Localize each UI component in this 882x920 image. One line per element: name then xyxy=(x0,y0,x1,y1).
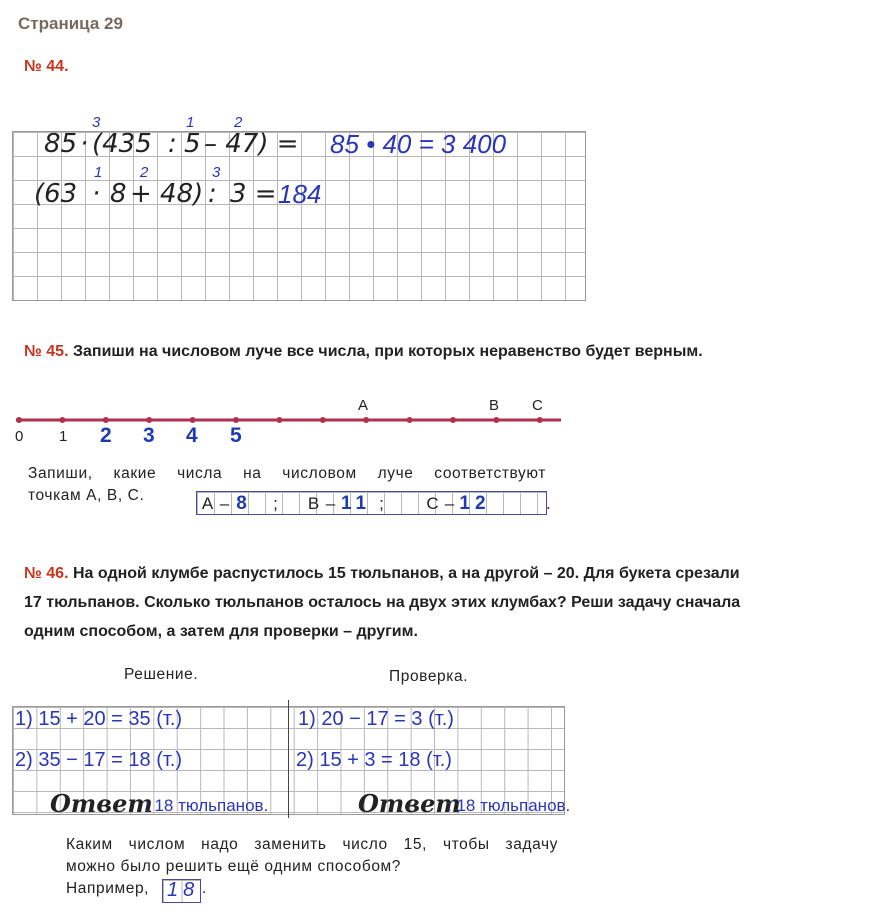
check-label: Проверка. xyxy=(389,668,469,685)
task-44-line2-order-1: 1 xyxy=(94,164,103,181)
answer-a-value: 8 xyxy=(236,493,247,514)
task-44-line1-b: (435 xyxy=(92,129,152,159)
number-line-tick xyxy=(450,417,456,423)
task-46-text-line1: На одной клумбе распустилось 15 тюльпанов, а на другой – 20. Для букета срезали xyxy=(72,565,740,582)
answer-c-dash: – xyxy=(444,494,455,513)
task-44-line2-c: 3 = xyxy=(230,179,277,209)
number-line-tick xyxy=(190,417,196,423)
number-line-tick xyxy=(493,417,499,423)
task-46-heading xyxy=(24,559,740,646)
task-45-question-line1: Запиши, какие числа на числовом луче соответствуют xyxy=(28,465,546,482)
task-46-question-line2: можно было решить ещё одним способом? xyxy=(66,858,402,875)
answer-b-dash: – xyxy=(325,494,336,513)
number-line-tick xyxy=(407,417,413,423)
number-line-tick xyxy=(16,417,22,423)
task-44-number: № 44. xyxy=(24,58,69,75)
task-45-text: Запиши на числовом луче все числа, при которых неравенство будет верным. xyxy=(72,343,703,360)
tick-label-0: 0 xyxy=(15,428,24,445)
task-44-line1-answer: 85 • 40 = 3 400 xyxy=(330,129,507,159)
task-44-line1-colon: : xyxy=(168,129,177,159)
solution-label: Решение. xyxy=(124,666,199,683)
tick-label-1: 1 xyxy=(59,428,68,445)
task-44-line2-b: 8 xyxy=(110,179,127,209)
task-44-line1-order-2: 1 xyxy=(186,114,195,131)
answer-a-dash: – xyxy=(219,494,230,513)
point-label-a: A xyxy=(358,397,369,414)
marked-number-5: 5 xyxy=(230,424,242,447)
task-44-line2-colon: : xyxy=(208,179,217,209)
check-step-1: 1) 20 − 17 = 3 (т.) xyxy=(298,708,454,730)
task-44-line2-a: (63 xyxy=(34,179,78,209)
example-answer-value: 18 xyxy=(167,879,200,901)
answer-separator-2: ; xyxy=(379,494,384,513)
task-45-heading xyxy=(24,343,703,361)
number-line-tick xyxy=(146,417,152,423)
number-line-tick xyxy=(103,417,109,423)
check-answer-word: Ответ xyxy=(358,789,461,818)
task-44-line2-dot: · xyxy=(92,179,101,209)
solution-answer-word: Ответ xyxy=(50,789,153,818)
task-44-line1-a: 85 xyxy=(44,129,78,159)
number-line-tick xyxy=(537,417,543,423)
marked-number-3: 3 xyxy=(143,424,155,447)
answer-c-value: 12 xyxy=(459,493,491,514)
answer-c-letter: C xyxy=(426,494,439,513)
task-44-line1-dot: · xyxy=(80,129,89,159)
task-46-number: № 46. xyxy=(24,565,69,582)
task-46-question-line3: Например, xyxy=(66,880,150,897)
task-44-line1-c: 5 xyxy=(184,129,201,159)
point-label-c: C xyxy=(532,397,543,414)
answer-b-letter: B xyxy=(307,494,320,513)
example-end-dot: . xyxy=(202,880,207,897)
number-line-tick xyxy=(363,417,369,423)
task-44-line1-d: – 47) = xyxy=(204,129,299,159)
check-answer: : 18 тюльпанов. xyxy=(447,796,571,815)
solution-step-1: 1) 15 + 20 = 35 (т.) xyxy=(15,708,183,730)
answer-b-value: 11 xyxy=(340,493,372,514)
task-44-line2-plus: + 48) xyxy=(130,179,204,209)
task-46-question-line1: Каким числом надо заменить число 15, чтобы задачу xyxy=(66,836,558,853)
marked-number-4: 4 xyxy=(186,424,198,447)
task-44-line2-answer: 184 xyxy=(278,179,322,209)
marked-number-2: 2 xyxy=(100,424,112,447)
page-title: Страница 29 xyxy=(18,14,123,33)
task-46-text-line2: 17 тюльпанов. Сколько тюльпанов осталось на двух этих клумбах? Реши задачу сначала xyxy=(24,594,741,611)
answer-separator-1: ; xyxy=(273,494,278,513)
check-step-2: 2) 15 + 3 = 18 (т.) xyxy=(296,749,452,771)
task-44-line2-order-2: 2 xyxy=(140,164,149,181)
task-45-end-dot: . xyxy=(546,494,552,513)
task-44-line1-order-1: 3 xyxy=(92,114,101,131)
answer-a-letter: A xyxy=(201,494,214,513)
number-line-tick xyxy=(320,417,326,423)
solution-step-2: 2) 35 − 17 = 18 (т.) xyxy=(15,749,183,771)
task-46-text-line3: одним способом, а затем для проверки – другим. xyxy=(24,623,418,640)
task-45-number: № 45. xyxy=(24,343,69,360)
task-45-question-line2: точкам A, B, C. xyxy=(28,487,145,504)
number-line-tick xyxy=(59,417,65,423)
task-45-answers xyxy=(199,493,492,515)
task-44-line1-order-3: 2 xyxy=(234,114,243,131)
point-label-b: B xyxy=(489,397,500,414)
task-44-line2-order-3: 3 xyxy=(212,164,221,181)
number-line-tick xyxy=(233,417,239,423)
solution-answer: : 18 тюльпанов. xyxy=(145,796,269,815)
number-line-tick xyxy=(276,417,282,423)
task-46-divider xyxy=(288,700,289,818)
